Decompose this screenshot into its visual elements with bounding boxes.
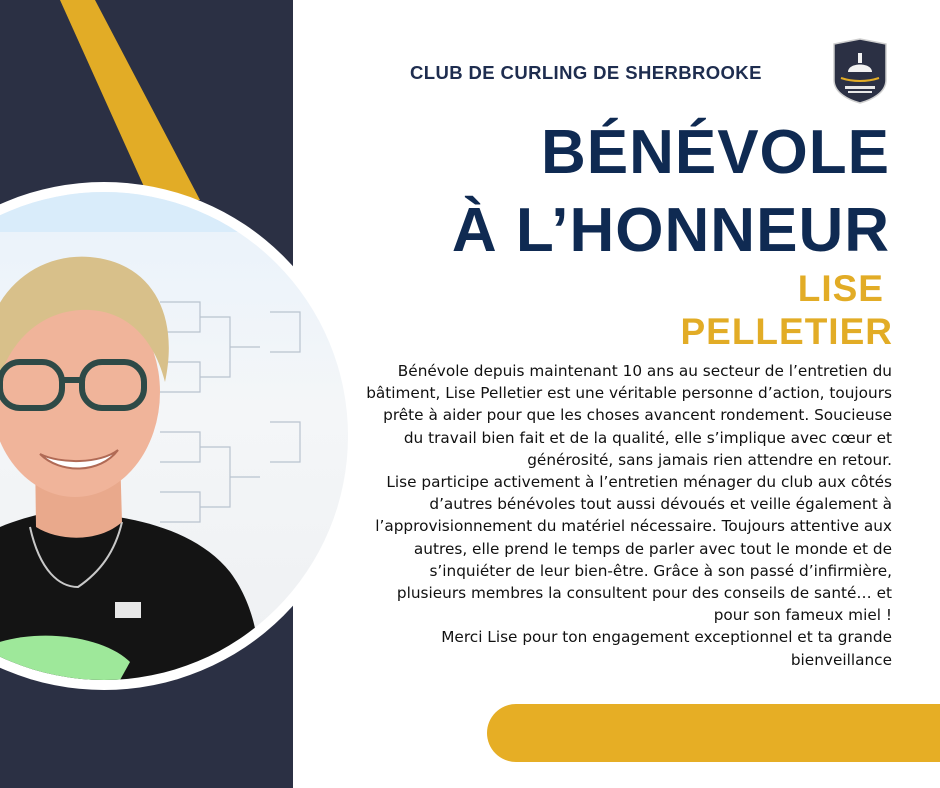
title-line-2: À L’HONNEUR [451, 196, 890, 265]
shirt-logo-icon [115, 602, 141, 618]
honoree-last-name: PELLETIER [680, 311, 893, 352]
honoree-first-name: LISE [797, 268, 884, 309]
title-line-1: BÉNÉVOLE [540, 118, 890, 187]
tribute-paragraph-2: Lise participe activement à l’entretien ménager du club aux côtés d’autres bénévoles tout aussi dévoués et veille également à l’approvisionnement du matériel nécessaire. Toujours attentive aux autres, elle prend le temps de parler avec tout le monde et de s’inquiéter de leur bien-être. Grâce à son passé d’infirmière, plusieurs membres la consultent pour des conseils de santé… et pour son fameux miel ! [375, 473, 892, 625]
volunteer-photo [0, 192, 348, 680]
gold-triangle-decoration [0, 0, 260, 200]
tribute-paragraph-1: Bénévole depuis maintenant 10 ans au secteur de l’entretien du bâtiment, Lise Pelletier est une véritable personne d’action, toujours prête à aider pour que les choses avancent rondement. Soucieuse du travail bien fait et de la qualité, elle s’implique avec cœur et générosité, sans jamais rien attendre en retour. [366, 362, 892, 469]
club-name: CLUB DE CURLING DE SHERBROOKE [410, 62, 762, 83]
tribute-paragraph-3: Merci Lise pour ton engagement exceptionnel et ta grande bienveillance [441, 628, 892, 669]
portrait-illustration [0, 192, 348, 680]
volunteer-photo-frame [0, 182, 358, 690]
tribute-text [360, 360, 892, 671]
club-crest-icon [831, 38, 889, 104]
gold-bottom-bar [487, 704, 940, 762]
